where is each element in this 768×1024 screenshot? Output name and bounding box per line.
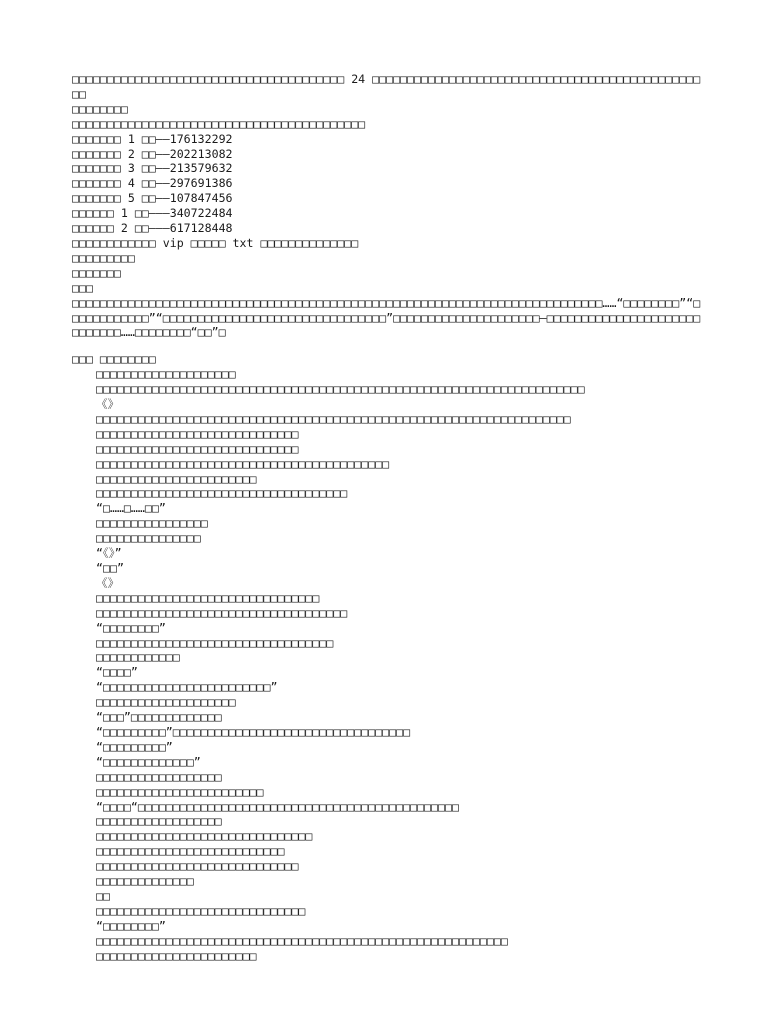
body-paragraph-line: □□□□□□□□□□□□□□□□□□□□□□□□□□□□□□□□□□□□□□□□□□□□□□□□□□□□□□□□□□□□□□□□□□□□ (96, 411, 571, 426)
body-paragraph-line: □□□□□□□□□□□□□□□□□□ (96, 814, 222, 829)
body-paragraph-line: □□□□□□□□□□□□□□□□□□□□ (96, 367, 236, 382)
body-paragraph-line: “□□□□“□□□□□□□□□□□□□□□□□□□□□□□□□□□□□□□□□□□□□□□□□□□□□□ (96, 799, 459, 814)
section-gap (72, 340, 702, 352)
body-paragraph-line: □□□□□□□□□□□□□□□□□□□□□□□□□□□□□□□□ (96, 590, 320, 605)
body-paragraph-line: “□□□□□□□□” (96, 918, 166, 933)
header-paragraph-line: □□□□□□□□□□□□□□□□□□□□□□□□□□□□□□□□□□□□□□□ 24 □□□□□□□□□□□□□□□□□□□□□□□□□□□□□□□□□□□□□□□□□□□□□□□□□ (72, 72, 701, 101)
chapter-body (72, 367, 702, 963)
header-paragraph-line: □□□□□□□ 3 □□——213579632 (72, 161, 233, 176)
body-paragraph-line: “□□□□□□□□□□□□□□□□□□□□□□□□” (96, 680, 278, 695)
header-paragraph-line: □□□□□□□□□□□□ vip □□□□□ txt □□□□□□□□□□□□□□ (72, 235, 359, 250)
body-paragraph-line: “□……□……□□” (96, 501, 166, 516)
chapter-title: □□□ □□□□□□□□ (72, 352, 156, 367)
body-paragraph-line: “□□□□□□□□□□□□□” (96, 754, 201, 769)
body-paragraph-line: □□□□□□□□□□□□□□□□□□□□□□□□□□□□□□□□□□□□ (96, 486, 348, 501)
body-paragraph-line: □□□□□□□□□□□□□□□□ (96, 516, 208, 531)
body-paragraph-line: □□□□□□□□□□□□□□□□□□□□□□□□□□□□□□□□□□□□□□□□□□□□□□□□□□□□□□□□□□□ (96, 933, 508, 948)
body-paragraph-line: □□□□□□□□□□□□ (96, 650, 180, 665)
body-paragraph-line: □□□□□□□□□□□□□□□□□□□□□□□□□□□□□□□ (96, 829, 313, 844)
header-paragraph-line: □□□□□□□ 2 □□——202213082 (72, 146, 233, 161)
body-paragraph-line: □□□□□□□□□□□□□□□□□□□□□□□□□□□□□□□□□□ (96, 635, 334, 650)
body-paragraph-line: “《》” (96, 546, 122, 561)
body-paragraph-line: “□□□□□□□□□”□□□□□□□□□□□□□□□□□□□□□□□□□□□□□□□□□□ (96, 724, 411, 739)
body-paragraph-line: □□□□□□□□□□□□□□□□□□□□□□□□□□□□□ (96, 426, 299, 441)
header-paragraph-line: □□□ (72, 280, 93, 295)
body-paragraph-line: □□□□□□□□□□□□□□□ (96, 531, 201, 546)
body-paragraph-line: □□□□□□□□□□□□□□□□□□□□□□□□□□□□□□□□□□□□□□□□□□□□□□□□□□□□□□□□□□□□□□□□□□□□□□ (96, 382, 585, 397)
header-paragraph-line: □□□□□□□□□□□□□□□□□□□□□□□□□□□□□□□□□□□□□□□□□□ (72, 116, 366, 131)
body-paragraph-line: □□□□□□□□□□□□□□□□□□□□□□□ (96, 471, 257, 486)
body-paragraph-line: 《》 (96, 397, 120, 412)
body-paragraph-line: □□□□□□□□□□□□□□□□□□□□□□□□□□□□□□ (96, 903, 306, 918)
body-paragraph-line: □□□□□□□□□□□□□□□□□□□□□□□ (96, 948, 257, 963)
document-header (72, 72, 702, 340)
body-paragraph-line: □□□□□□□□□□□□□□□□□□□□□□□□□□□□□□□□□□□□ (96, 605, 348, 620)
header-paragraph-line: □□□□□□□□ (72, 101, 128, 116)
header-paragraph-line: □□□□□□□ (72, 265, 121, 280)
header-paragraph-line: □□□□□□□ 5 □□——107847456 (72, 191, 233, 206)
header-paragraph-line: □□□□□□ 2 □□———617128448 (72, 221, 233, 236)
body-paragraph-line: □□□□□□□□□□□□□□□□□□□□□□□□□□□ (96, 844, 285, 859)
header-paragraph-line: □□□□□□ 1 □□———340722484 (72, 206, 233, 221)
body-paragraph-line: “□□” (96, 561, 124, 575)
body-paragraph-line: 《》 (96, 575, 120, 590)
header-paragraph-line: □□□□□□□□□□□□□□□□□□□□□□□□□□□□□□□□□□□□□□□□□□□□□□□□□□□□□□□□□□□□□□□□□□□□□□□□□□□□……“□□□□□□□□”“□□□□□□□□□□□□”“□□□□□□□□□□□□□□□□□□□□□□□□□□□□□□□□”□□□□□□□□□□□□□□□□□□□□□—□□□□□□□□□□□□□□□□□□□□□□□□□□□□□……□□□□□□□□“□□”□ (72, 295, 701, 340)
body-paragraph-line: □□□□□□□□□□□□□□□□□□□□□□□□□□□□□ (96, 859, 299, 874)
header-paragraph-line: □□□□□□□ 4 □□——297691386 (72, 176, 233, 191)
body-paragraph-line: □□□□□□□□□□□□□□□□□□□□□□□□ (96, 784, 264, 799)
body-paragraph-line: □□□□□□□□□□□□□□□□□□□□ (96, 695, 236, 710)
header-paragraph-line: □□□□□□□□□ (72, 250, 135, 265)
body-paragraph-line: “□□□□□□□□” (96, 620, 166, 635)
body-paragraph-line: “□□□□” (96, 665, 138, 680)
body-paragraph-line: □□□□□□□□□□□□□□□□□□□□□□□□□□□□□□□□□□□□□□□□□□ (96, 456, 390, 471)
body-paragraph-line: □□□□□□□□□□□□□□□□□□□□□□□□□□□□□ (96, 441, 299, 456)
body-paragraph-line: “□□□”□□□□□□□□□□□□□ (96, 710, 222, 725)
header-paragraph-line: □□□□□□□ 1 □□——176132292 (72, 131, 233, 146)
body-paragraph-line: □□□□□□□□□□□□□□ (96, 874, 194, 889)
body-paragraph-line: □□ (96, 888, 110, 903)
body-paragraph-line: “□□□□□□□□□” (96, 739, 173, 754)
body-paragraph-line: □□□□□□□□□□□□□□□□□□ (96, 769, 222, 784)
